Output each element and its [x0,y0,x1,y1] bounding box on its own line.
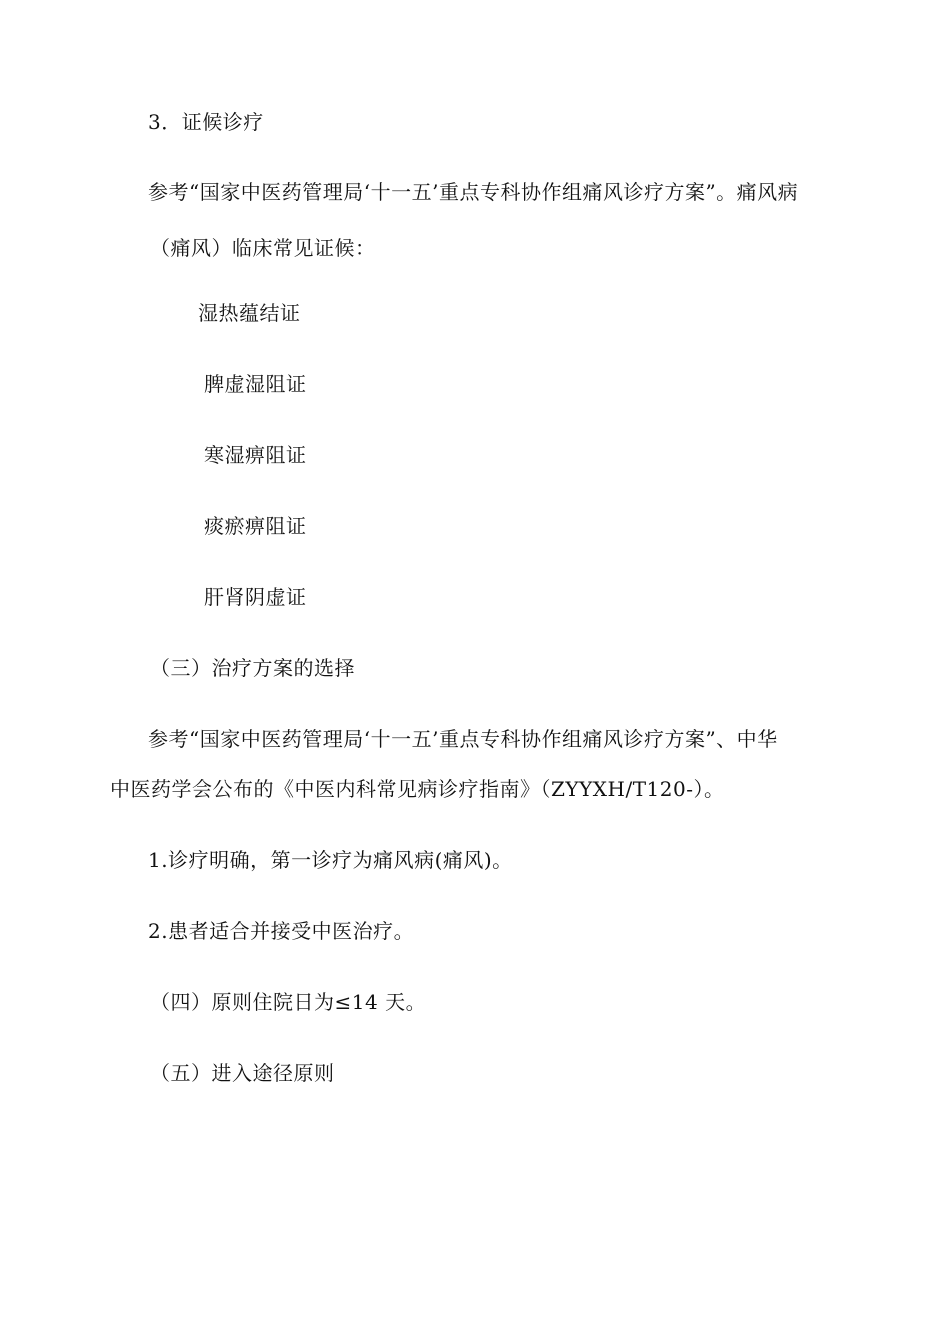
list-item-treatment-acceptance: 2.患者适合并接受中医治疗。 [148,919,415,943]
syndrome-item: 湿热蕴结证 [198,301,301,325]
syndrome-item: 寒湿痹阻证 [204,443,307,467]
paragraph-guideline-line-1: 参考“国家中医药管理局‘十一五’重点专科协作组痛风诊疗方案”、中华 [148,727,778,751]
paragraph-reference-line-2: （痛风）临床常见证候： [150,236,376,260]
section-heading-hospital-stay: （四）原则住院日为≤14 天。 [150,990,427,1014]
syndrome-item: 肝肾阴虚证 [204,585,307,609]
subheading-syndrome-diagnosis: 3．证候诊疗 [148,110,264,134]
syndrome-item: 脾虚湿阻证 [204,372,307,396]
paragraph-guideline-line-2: 中医药学会公布的《中医内科常见病诊疗指南》（ZYYXH/T120-）。 [110,777,725,801]
section-heading-treatment-plan: （三）治疗方案的选择 [150,656,355,680]
section-heading-pathway-entry: （五）进入途径原则 [150,1061,335,1085]
syndrome-item: 痰瘀痹阻证 [204,514,307,538]
paragraph-reference-line-1: 参考“国家中医药管理局‘十一五’重点专科协作组痛风诊疗方案”。痛风病 [148,180,799,204]
list-item-diagnosis: 1.诊疗明确，第一诊疗为痛风病(痛风)。 [148,848,513,872]
